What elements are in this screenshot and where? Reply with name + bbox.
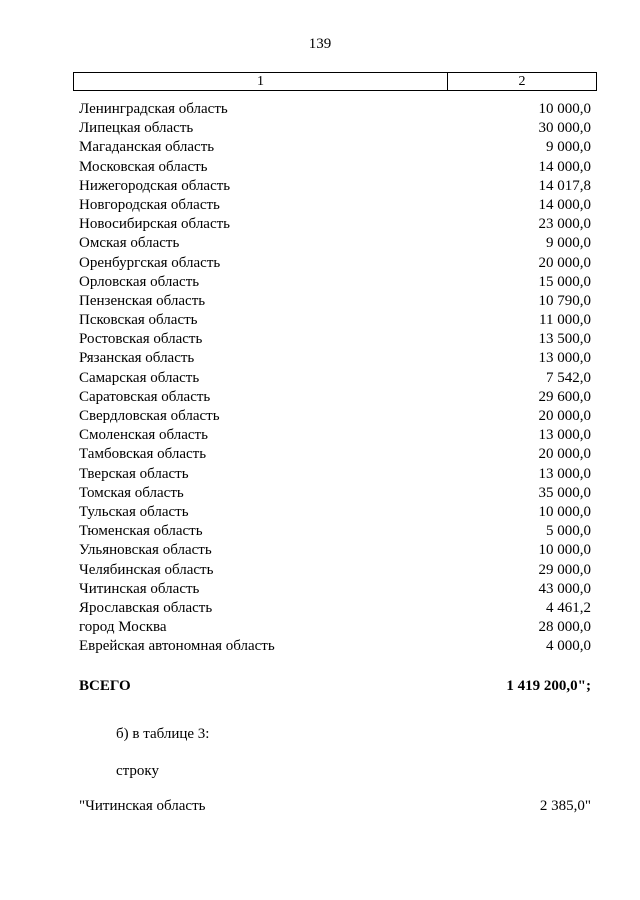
table-row [79,618,591,637]
table-row [79,100,591,119]
page-number: 139 [308,36,332,52]
table-row [79,158,591,177]
region-value: 14 017,8 [538,177,591,194]
region-value: 30 000,0 [538,120,591,137]
region-value: 10 000,0 [538,101,591,117]
table-row [79,599,591,618]
region-name: Томская область [79,484,184,501]
table-row [79,388,591,407]
region-value: 9 000,0 [546,235,591,252]
region-value: 29 000,0 [538,561,591,578]
region-value: 28 000,0 [538,619,591,636]
region-name: Магаданская область [79,139,215,156]
table-row [79,541,591,560]
region-value: 10 000,0 [538,542,591,559]
table-row [79,561,591,580]
region-name: Челябинская область [79,561,214,578]
total-row [79,678,591,695]
table-row [79,254,591,273]
region-name: Самарская область [79,369,200,386]
region-value: 14 000,0 [538,158,591,175]
table-row [79,407,591,426]
region-value: 13 000,0 [538,427,591,444]
region-value: 10 000,0 [538,503,591,520]
region-value: 29 600,0 [538,388,591,405]
region-name: Саратовская область [79,388,211,405]
region-name: Псковская область [79,312,198,329]
region-value: 13 500,0 [538,331,591,348]
row-word-paragraph: строку [116,763,159,779]
region-name: Тверская область [79,465,189,482]
final-row-name: "Читинская область [79,798,206,814]
table-row [79,426,591,445]
region-value: 20 000,0 [538,408,591,424]
region-value: 13 000,0 [538,350,591,367]
region-value: 14 000,0 [538,196,591,213]
table-row [79,119,591,138]
region-name: Рязанская область [79,350,195,367]
table-row [79,196,591,215]
table-column-header [73,72,597,91]
table-row [79,311,591,330]
region-value: 15 000,0 [538,273,591,290]
region-value: 20 000,0 [538,254,591,271]
region-value: 23 000,0 [538,216,591,233]
region-name: город Москва [79,619,167,636]
region-name: Читинская область [79,580,200,597]
table-row [79,273,591,292]
table-row [79,445,591,464]
region-name: Пензенская область [79,292,206,309]
table-row [79,292,591,311]
table-row [79,503,591,522]
region-value: 35 000,0 [538,484,591,501]
table-row [79,234,591,253]
region-name: Орловская область [79,273,200,290]
column-header-1: 1 [74,73,448,90]
table-row [79,177,591,196]
table-row [79,369,591,388]
region-name: Ростовская область [79,331,203,348]
table-row [79,484,591,503]
region-name: Тульская область [79,503,189,520]
region-value: 7 542,0 [546,369,591,386]
region-value: 10 790,0 [538,292,591,309]
region-name: Липецкая область [79,120,194,137]
region-name: Ярославская область [79,599,213,616]
region-name: Новгородская область [79,196,220,213]
region-name: Новосибирская область [79,216,231,233]
region-name: Смоленская область [79,427,208,444]
region-table [79,100,591,656]
region-name: Нижегородская область [79,177,231,194]
table-reference-paragraph: б) в таблице 3: [116,726,210,742]
final-row [79,798,591,815]
region-name: Ленинградская область [79,101,228,117]
region-name: Тамбовская область [79,446,207,463]
region-value: 5 000,0 [546,523,591,540]
region-value: 20 000,0 [538,446,591,463]
table-row [79,637,591,656]
table-row [79,349,591,368]
region-value: 43 000,0 [538,580,591,597]
region-name: Свердловская область [79,408,220,424]
total-label: ВСЕГО [79,678,131,694]
table-row [79,330,591,349]
region-value: 9 000,0 [546,139,591,156]
table-row [79,522,591,541]
region-name: Тюменская область [79,523,203,540]
table-row [79,215,591,234]
region-name: Еврейская автономная область [79,638,275,655]
region-value: 13 000,0 [538,465,591,482]
table-row [79,580,591,599]
region-value: 4 000,0 [546,638,591,655]
region-name: Оренбургская область [79,254,221,271]
region-value: 4 461,2 [546,599,591,616]
region-name: Московская область [79,158,208,175]
column-header-2: 2 [518,74,526,89]
region-name: Омская область [79,235,180,252]
total-value: 1 419 200,0"; [506,678,591,694]
region-value: 11 000,0 [539,312,591,329]
table-row [79,465,591,484]
final-row-value: 2 385,0" [539,798,591,814]
region-name: Ульяновская область [79,542,212,559]
table-row [79,138,591,157]
